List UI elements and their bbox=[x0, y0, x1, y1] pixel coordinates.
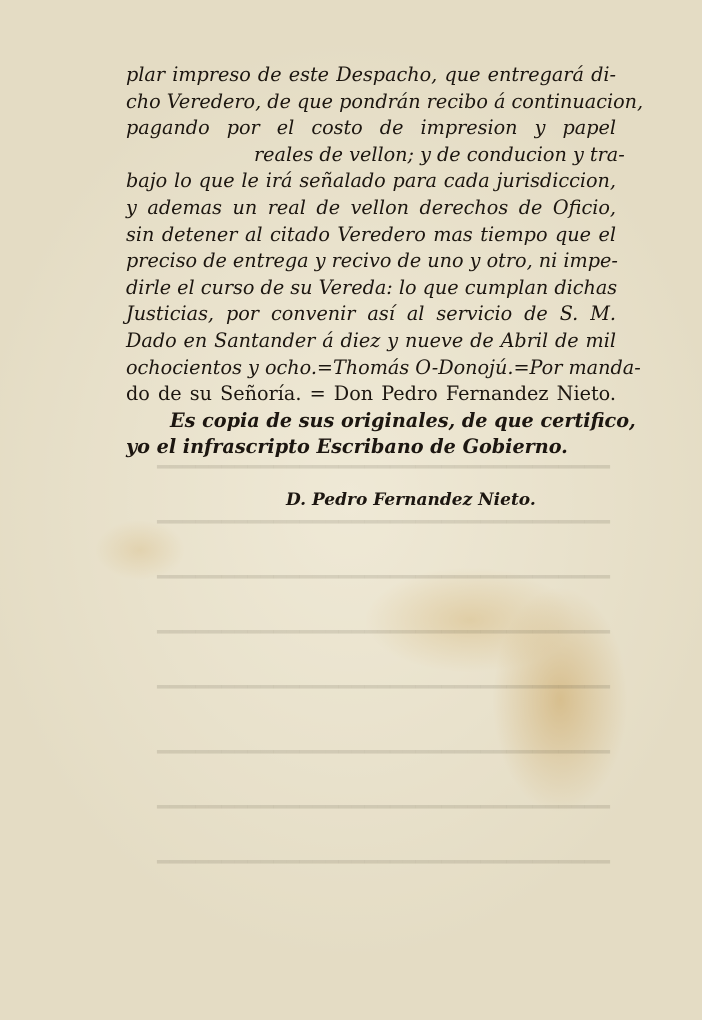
text-line: preciso de entrega y recivo de uno y otro, ni impe- bbox=[126, 249, 618, 273]
bleed-through-decoration: ━━━━━━━━━━━━━━━━━━━━━━━━━━━━━━━━━━━ bbox=[156, 850, 610, 874]
bleed-through-decoration: ━━━━━━━━━━━━━━━━━━━━━━━━━━━━━━━━━━━ bbox=[156, 675, 610, 699]
signature-line: D. Pedro Fernandez Nieto. bbox=[286, 489, 536, 510]
text-line: plar impreso de este Despacho, que entregará di- bbox=[126, 63, 616, 86]
text-line: sin detener al citado Veredero mas tiempo que el bbox=[126, 222, 616, 246]
bleed-through-decoration: ━━━━━━━━━━━━━━━━━━━━━━━━━━━━━━━━━━━ bbox=[156, 795, 610, 819]
text-line: bajo lo que le irá señalado para cada jurisdiccion, bbox=[126, 169, 616, 193]
text-line: y ademas un real de vellon derechos de Oficio, bbox=[126, 195, 616, 219]
text-line: do de su Señoría. = Don Pedro Fernandez Nieto. bbox=[126, 382, 616, 406]
text-line: pagando por el costo de impresion y papel bbox=[126, 116, 616, 140]
text-line: Justicias, por convenir así al servicio de S. M. bbox=[126, 302, 616, 326]
text-line: reales de vellon; y de conducion y tra- bbox=[254, 142, 625, 166]
text-line: Es copia de sus originales, de que certifico, bbox=[170, 408, 636, 432]
bleed-through-decoration: ━━━━━━━━━━━━━━━━━━━━━━━━━━━━━━━━━━━ bbox=[156, 510, 610, 534]
text-line: ochocientos y ocho.=Thomás O-Donojú.=Por manda- bbox=[126, 355, 641, 379]
bleed-through-decoration: ━━━━━━━━━━━━━━━━━━━━━━━━━━━━━━━━━━━ bbox=[156, 740, 610, 764]
document-text bbox=[126, 62, 644, 514]
text-line: cho Veredero, de que pondrán recibo á continuacion, bbox=[126, 89, 644, 113]
bleed-through-decoration: ━━━━━━━━━━━━━━━━━━━━━━━━━━━━━━━━━━━ bbox=[156, 455, 610, 479]
bleed-through-decoration: ━━━━━━━━━━━━━━━━━━━━━━━━━━━━━━━━━━━ bbox=[156, 620, 610, 644]
text-line: dirle el curso de su Vereda: lo que cumplan dichas bbox=[126, 275, 618, 299]
spacer bbox=[126, 461, 616, 487]
text-line: yo el infrascripto Escribano de Gobierno. bbox=[126, 435, 568, 459]
text-line: Dado en Santander á diez y nueve de Abril de mil bbox=[126, 328, 616, 352]
bleed-through-decoration: ━━━━━━━━━━━━━━━━━━━━━━━━━━━━━━━━━━━ bbox=[156, 565, 610, 589]
